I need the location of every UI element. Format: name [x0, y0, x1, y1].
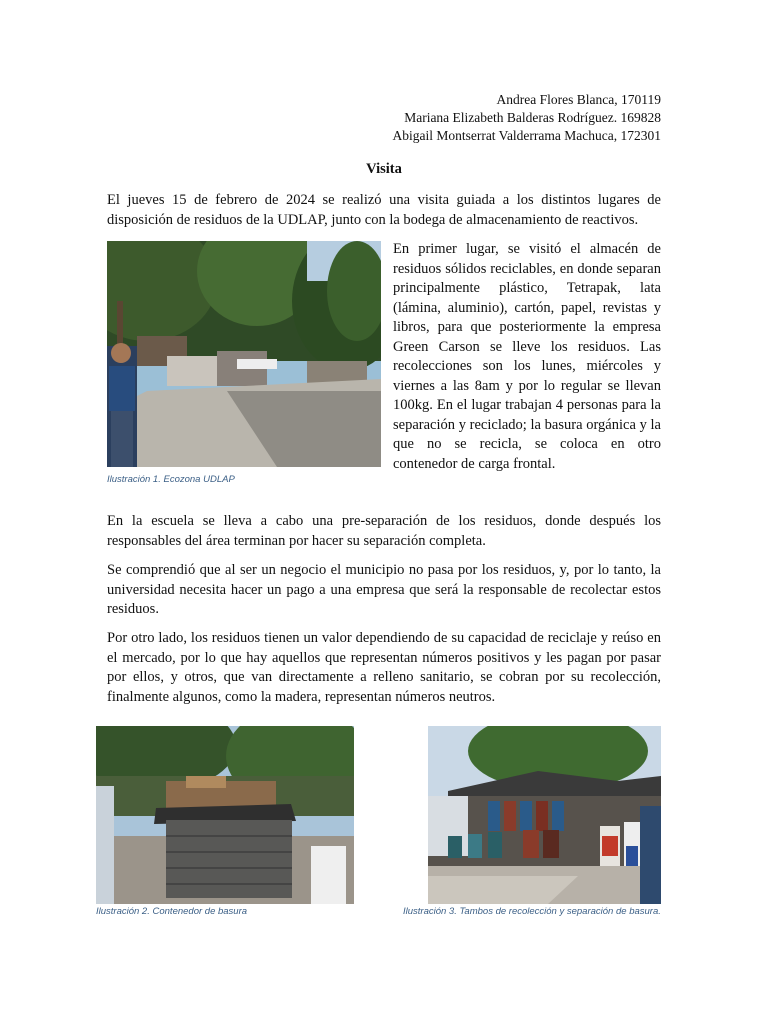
trash-container-photo [96, 726, 354, 904]
figure-2-caption: Ilustración 2. Contenedor de basura [96, 906, 248, 917]
drums-photo [428, 726, 661, 904]
body-paragraph-1: En la escuela se lleva a cabo una pre-separación de los residuos, donde después los responsables del área terminan por hacer su separación completa. [107, 513, 661, 549]
side-paragraph: En primer lugar, se visitó el almacén de residuos sólidos reciclables, en donde separan principalmente plástico, Tetrapak, lata (lámina, aluminio), cartón, papel, revistas y libros, para que posteriormente la empresa Green Carson se lleve los residuos. Las recolecciones son los lunes, miércoles y viernes a las 8am y por lo regular se llevan 100kg. En el lugar trabajan 4 personas para la separación y reciclado; la basura orgánica y la que no se recicla, se coloca en otro contenedor de carga frontal. [393, 241, 661, 472]
figure-1-caption: Ilustración 1. Ecozona UDLAP [107, 474, 235, 485]
body-paragraph-2: Se comprendió que al ser un negocio el municipio no pasa por los residuos, y, por lo tanto, la universidad necesita hacer un pago a una empresa que será la responsable de recolectar estos residuos. [107, 562, 661, 617]
author-line: Abigail Montserrat Valderrama Machuca, 172301 [392, 128, 661, 143]
intro-paragraph: El jueves 15 de febrero de 2024 se realizó una visita guiada a los distintos lugares de disposición de residuos de la UDLAP, junto con la bodega de almacenamiento de reactivos. [107, 192, 661, 228]
author-list [392, 91, 661, 145]
body-paragraph-3: Por otro lado, los residuos tienen un valor dependiendo de su capacidad de reciclaje y reúso en el mercado, por lo que hay aquellos que representan números positivos y les pagan por pasar por ellos, y otros, que van directamente a relleno sanitario, se cobran por su recolección, finalmente algunos, como la madera, representan números neutros. [107, 630, 661, 705]
author-line: Mariana Elizabeth Balderas Rodríguez. 169828 [404, 110, 661, 125]
document-title: Visita [366, 161, 402, 177]
author-line: Andrea Flores Blanca, 170119 [496, 92, 661, 107]
figure-3-caption: Ilustración 3. Tambos de recolección y separación de basura. [403, 906, 661, 917]
ecozona-photo [107, 241, 381, 467]
